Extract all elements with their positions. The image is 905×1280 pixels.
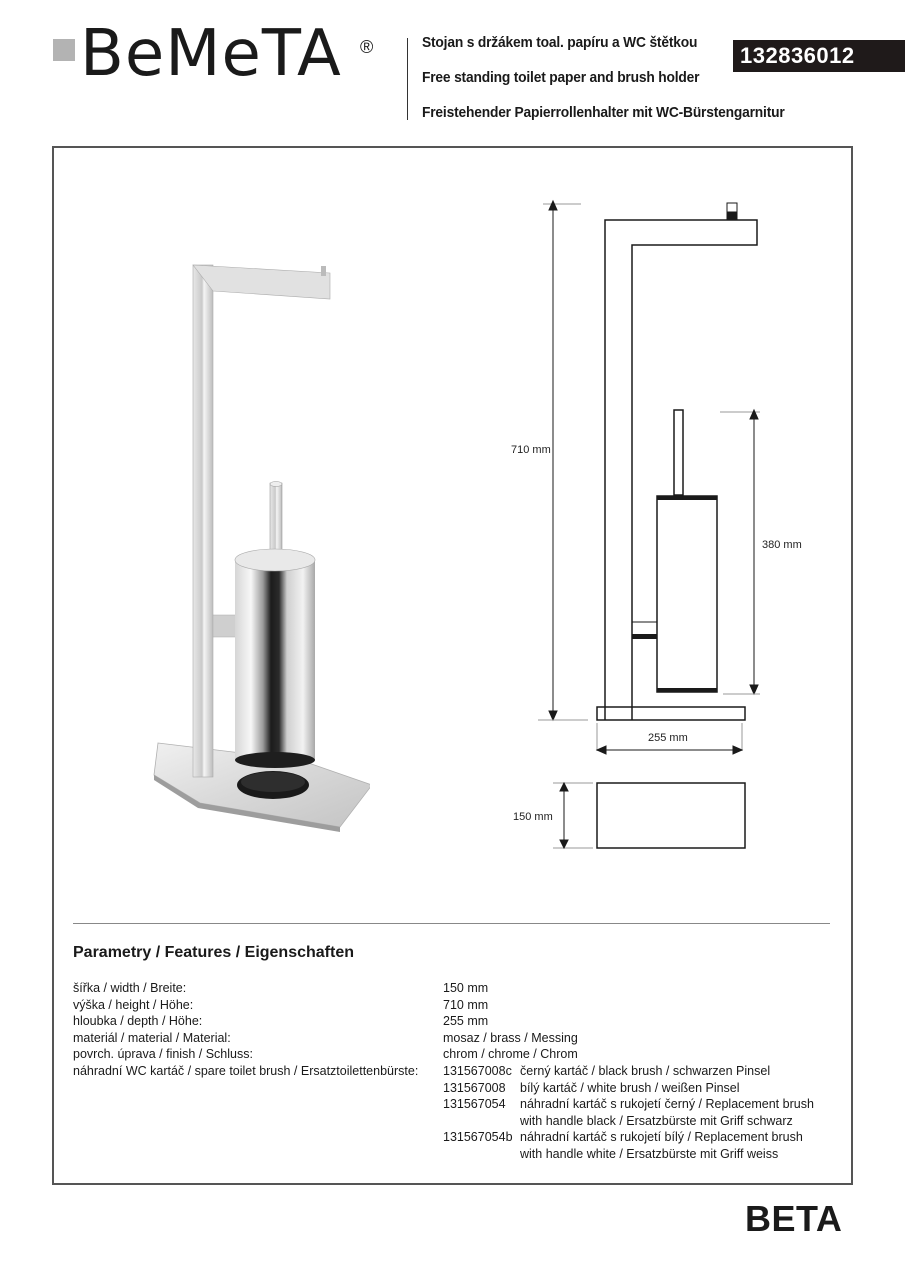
spare-brush-desc: černý kartáč / black brush / schwarzen Pinsel [520, 1063, 771, 1078]
vertical-post [193, 265, 213, 777]
product-photo [140, 255, 370, 835]
dimension-brush-height-label: 380 mm [762, 539, 802, 551]
spec-value: 255 mm [443, 1014, 489, 1029]
product-title-en: Free standing toilet paper and brush holder [422, 69, 700, 86]
section-divider [73, 923, 830, 924]
stand-outline [605, 220, 757, 720]
spare-brush-desc-cont: with handle black / Ersatzbürste mit Griff schwarz [520, 1113, 793, 1128]
spec-label: výška / height / Höhe: [73, 997, 194, 1012]
paper-arm [193, 265, 330, 299]
brand-logo: BeMeTA [80, 17, 342, 91]
cylinder-outline [657, 496, 717, 692]
spec-values [443, 980, 814, 1163]
features-heading: Parametry / Features / Eigenschaften [73, 944, 354, 961]
spare-brush-item [443, 1080, 814, 1097]
spare-brush-desc: náhradní kartáč s rukojetí černý / Replacement brush [520, 1097, 814, 1112]
technical-drawing [490, 185, 810, 865]
logo-mark-icon [53, 39, 75, 61]
top-view-outline [597, 783, 745, 848]
series-name: BETA [745, 1198, 843, 1239]
brush-cylinder [235, 560, 315, 760]
spec-label: materiál / material / Material: [73, 1030, 231, 1045]
spare-brush-code: 131567008 [443, 1080, 506, 1095]
product-code-badge: 132836012 [733, 40, 905, 72]
spec-label: šířka / width / Breite: [73, 981, 187, 995]
spec-value: 710 mm [443, 997, 489, 1012]
spare-brush-item-cont [443, 1146, 814, 1163]
dimension-height-label: 710 mm [511, 444, 551, 456]
dimension-width-label: 150 mm [513, 811, 553, 823]
spare-brush-code: 131567054b [443, 1130, 513, 1145]
spec-value: mosaz / brass / Messing [443, 1030, 578, 1045]
product-title-cz: Stojan s držákem toal. papíru a WC štětkou [422, 34, 698, 51]
spare-brush-label: náhradní WC kartáč / spare toilet brush / Ersatztoilettenbürste: [73, 1063, 419, 1078]
brush-handle-outline [674, 410, 683, 495]
spare-brush-item [443, 1129, 814, 1146]
dimension-depth-label: 255 mm [648, 732, 688, 744]
spec-value: 150 mm [443, 981, 489, 995]
spare-brush-desc: bílý kartáč / white brush / weißen Pinsel [520, 1080, 740, 1095]
spare-brush-desc: náhradní kartáč s rukojetí bílý / Replacement brush [520, 1130, 803, 1145]
spec-labels [73, 980, 418, 1080]
spare-brush-item [443, 1063, 814, 1080]
spare-brush-code: 131567054 [443, 1097, 506, 1112]
header-divider [407, 38, 408, 120]
spec-label: hloubka / depth / Höhe: [73, 1014, 203, 1029]
registered-mark: ® [360, 37, 374, 57]
spare-brush-desc-cont: with handle white / Ersatzbürste mit Griff weiss [520, 1146, 779, 1161]
spare-brush-code: 131567008c [443, 1063, 512, 1078]
spare-brush-item [443, 1096, 814, 1113]
product-title-de: Freistehender Papierrollenhalter mit WC-Bürstengarnitur [422, 104, 785, 121]
base-outline [597, 707, 745, 720]
spec-value: chrom / chrome / Chrom [443, 1047, 578, 1062]
spec-label: povrch. úprava / finish / Schluss: [73, 1047, 253, 1062]
spare-brush-item-cont [443, 1113, 814, 1130]
